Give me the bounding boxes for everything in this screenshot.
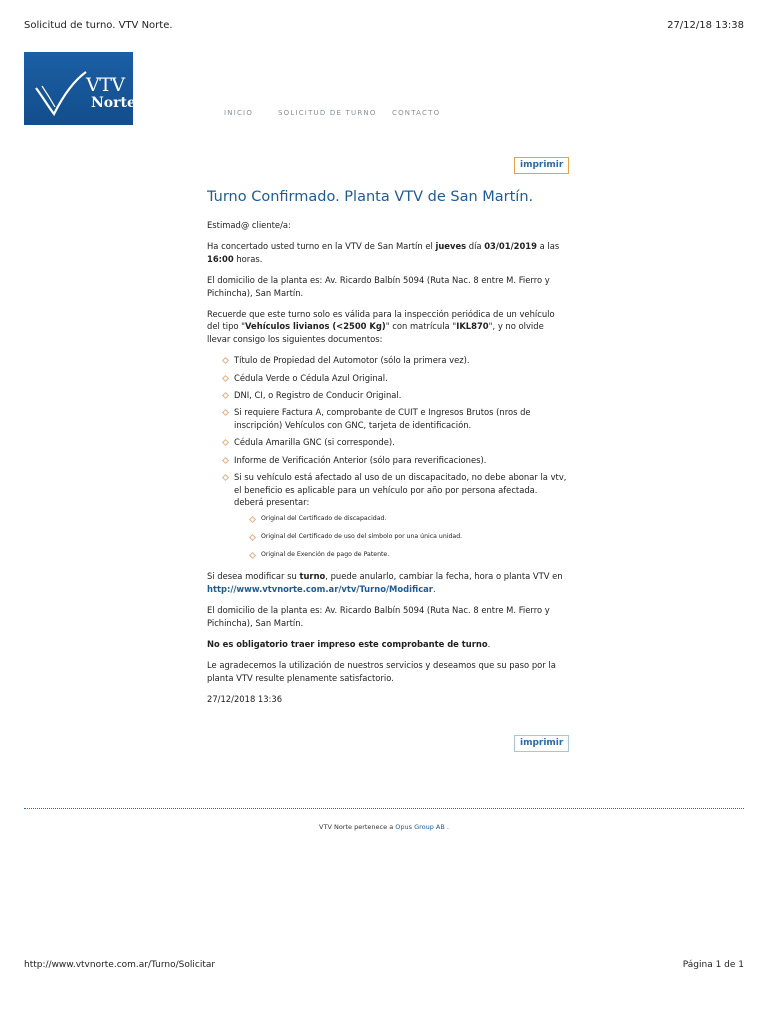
print-page-title: Solicitud de turno. VTV Norte. bbox=[24, 20, 173, 31]
confirmation-content bbox=[207, 186, 569, 715]
modify-paragraph: Si desea modificar su turno, puede anularlo, cambiar la fecha, hora o planta VTV en http://www.vtvnorte.com.ar/vtv/Turno/Modificar. bbox=[207, 571, 563, 594]
plant-address-repeat: El domicilio de la planta es: Av. Ricardo Balbín 5094 (Ruta Nac. 8 entre M. Fierro y Pichincha), San Martín. bbox=[207, 605, 550, 628]
confirmation-timestamp: 27/12/2018 13:36 bbox=[207, 694, 283, 705]
list-item: Título de Propiedad del Automotor (sólo la primera vez). bbox=[223, 354, 569, 366]
print-datetime: 27/12/18 13:38 bbox=[667, 20, 744, 31]
not-mandatory-notice: No es obligatorio traer impreso este comprobante de turno. bbox=[207, 638, 491, 649]
list-item: Informe de Verificación Anterior (sólo para reverificaciones). bbox=[223, 454, 569, 466]
plant-address: El domicilio de la planta es: Av. Ricardo Balbín 5094 (Ruta Nac. 8 entre M. Fierro y Pichincha), San Martín. bbox=[207, 275, 550, 298]
list-item: Si requiere Factura A, comprobante de CUIT e Ingresos Brutos (nros de inscripción) Vehículos con GNC, tarjeta de identificación. bbox=[223, 406, 569, 431]
list-item: Cédula Verde o Cédula Azul Original. bbox=[223, 372, 569, 384]
footer-divider bbox=[24, 808, 744, 809]
vehicle-type: Vehículos livianos (<2500 Kg) bbox=[245, 321, 386, 332]
print-button-top[interactable]: imprimir bbox=[514, 157, 569, 174]
page-title: Turno Confirmado. Planta VTV de San Martín. bbox=[207, 189, 534, 205]
nav-contacto[interactable]: CONTACTO bbox=[392, 109, 441, 117]
opus-group-link[interactable]: Opus Group AB bbox=[395, 823, 445, 831]
appointment-date: 03/01/2019 bbox=[484, 241, 537, 252]
appointment-time: 16:00 bbox=[207, 253, 234, 264]
logo-text-vtv: VTV bbox=[86, 74, 125, 96]
list-item: DNI, CI, o Registro de Conducir Original. bbox=[223, 389, 569, 401]
disability-note: Si su vehículo está afectado al uso de un discapacitado, no debe abonar la vtv, el beneficio es aplicable para un vehículo por año por persona afectada. deberá presentar: bbox=[234, 472, 567, 507]
modify-turno-link[interactable]: http://www.vtvnorte.com.ar/vtv/Turno/Modificar bbox=[207, 583, 433, 594]
list-item bbox=[223, 471, 569, 560]
list-item: Original del Certificado de uso del símbolo por una única unidad. bbox=[250, 532, 569, 542]
print-page-number: Página 1 de 1 bbox=[682, 960, 744, 970]
print-header bbox=[24, 20, 744, 34]
logo-text-norte: Norte bbox=[91, 95, 136, 111]
thanks-paragraph: Le agradecemos la utilización de nuestros servicios y deseamos que su paso por la planta VTV resulte plenamente satisfactorio. bbox=[207, 660, 556, 683]
nav-inicio[interactable]: INICIO bbox=[224, 109, 254, 117]
appointment-paragraph: Ha concertado usted turno en la VTV de San Martín el jueves día 03/01/2019 a las 16:00 horas. bbox=[207, 241, 560, 264]
license-plate: IKL870 bbox=[456, 321, 489, 332]
disability-documents-list bbox=[234, 514, 569, 560]
print-button-bottom[interactable]: imprimir bbox=[514, 735, 569, 752]
vehicle-paragraph: Recuerde que este turno solo es válida para la inspección periódica de un vehículo del tipo "Vehículos livianos (<2500 Kg)" con matrícula "IKL870", y no olvide llevar consigo los siguientes documentos: bbox=[207, 309, 555, 344]
vtv-norte-logo[interactable] bbox=[24, 52, 136, 125]
appointment-day: jueves bbox=[435, 241, 467, 252]
footer-note: VTV Norte pertenece a Opus Group AB . bbox=[319, 823, 449, 831]
print-footer bbox=[24, 960, 744, 972]
documents-list bbox=[207, 354, 569, 560]
print-url: http://www.vtvnorte.com.ar/Turno/Solicitar bbox=[24, 960, 216, 970]
nav-solicitud-de-turno[interactable]: SOLICITUD DE TURNO bbox=[278, 109, 377, 117]
greeting: Estimad@ cliente/a: bbox=[207, 220, 291, 230]
list-item: Cédula Amarilla GNC (si corresponde). bbox=[223, 436, 569, 448]
list-item: Original del Certificado de discapacidad. bbox=[250, 514, 569, 524]
list-item: Original de Exención de pago de Patente. bbox=[250, 550, 569, 560]
